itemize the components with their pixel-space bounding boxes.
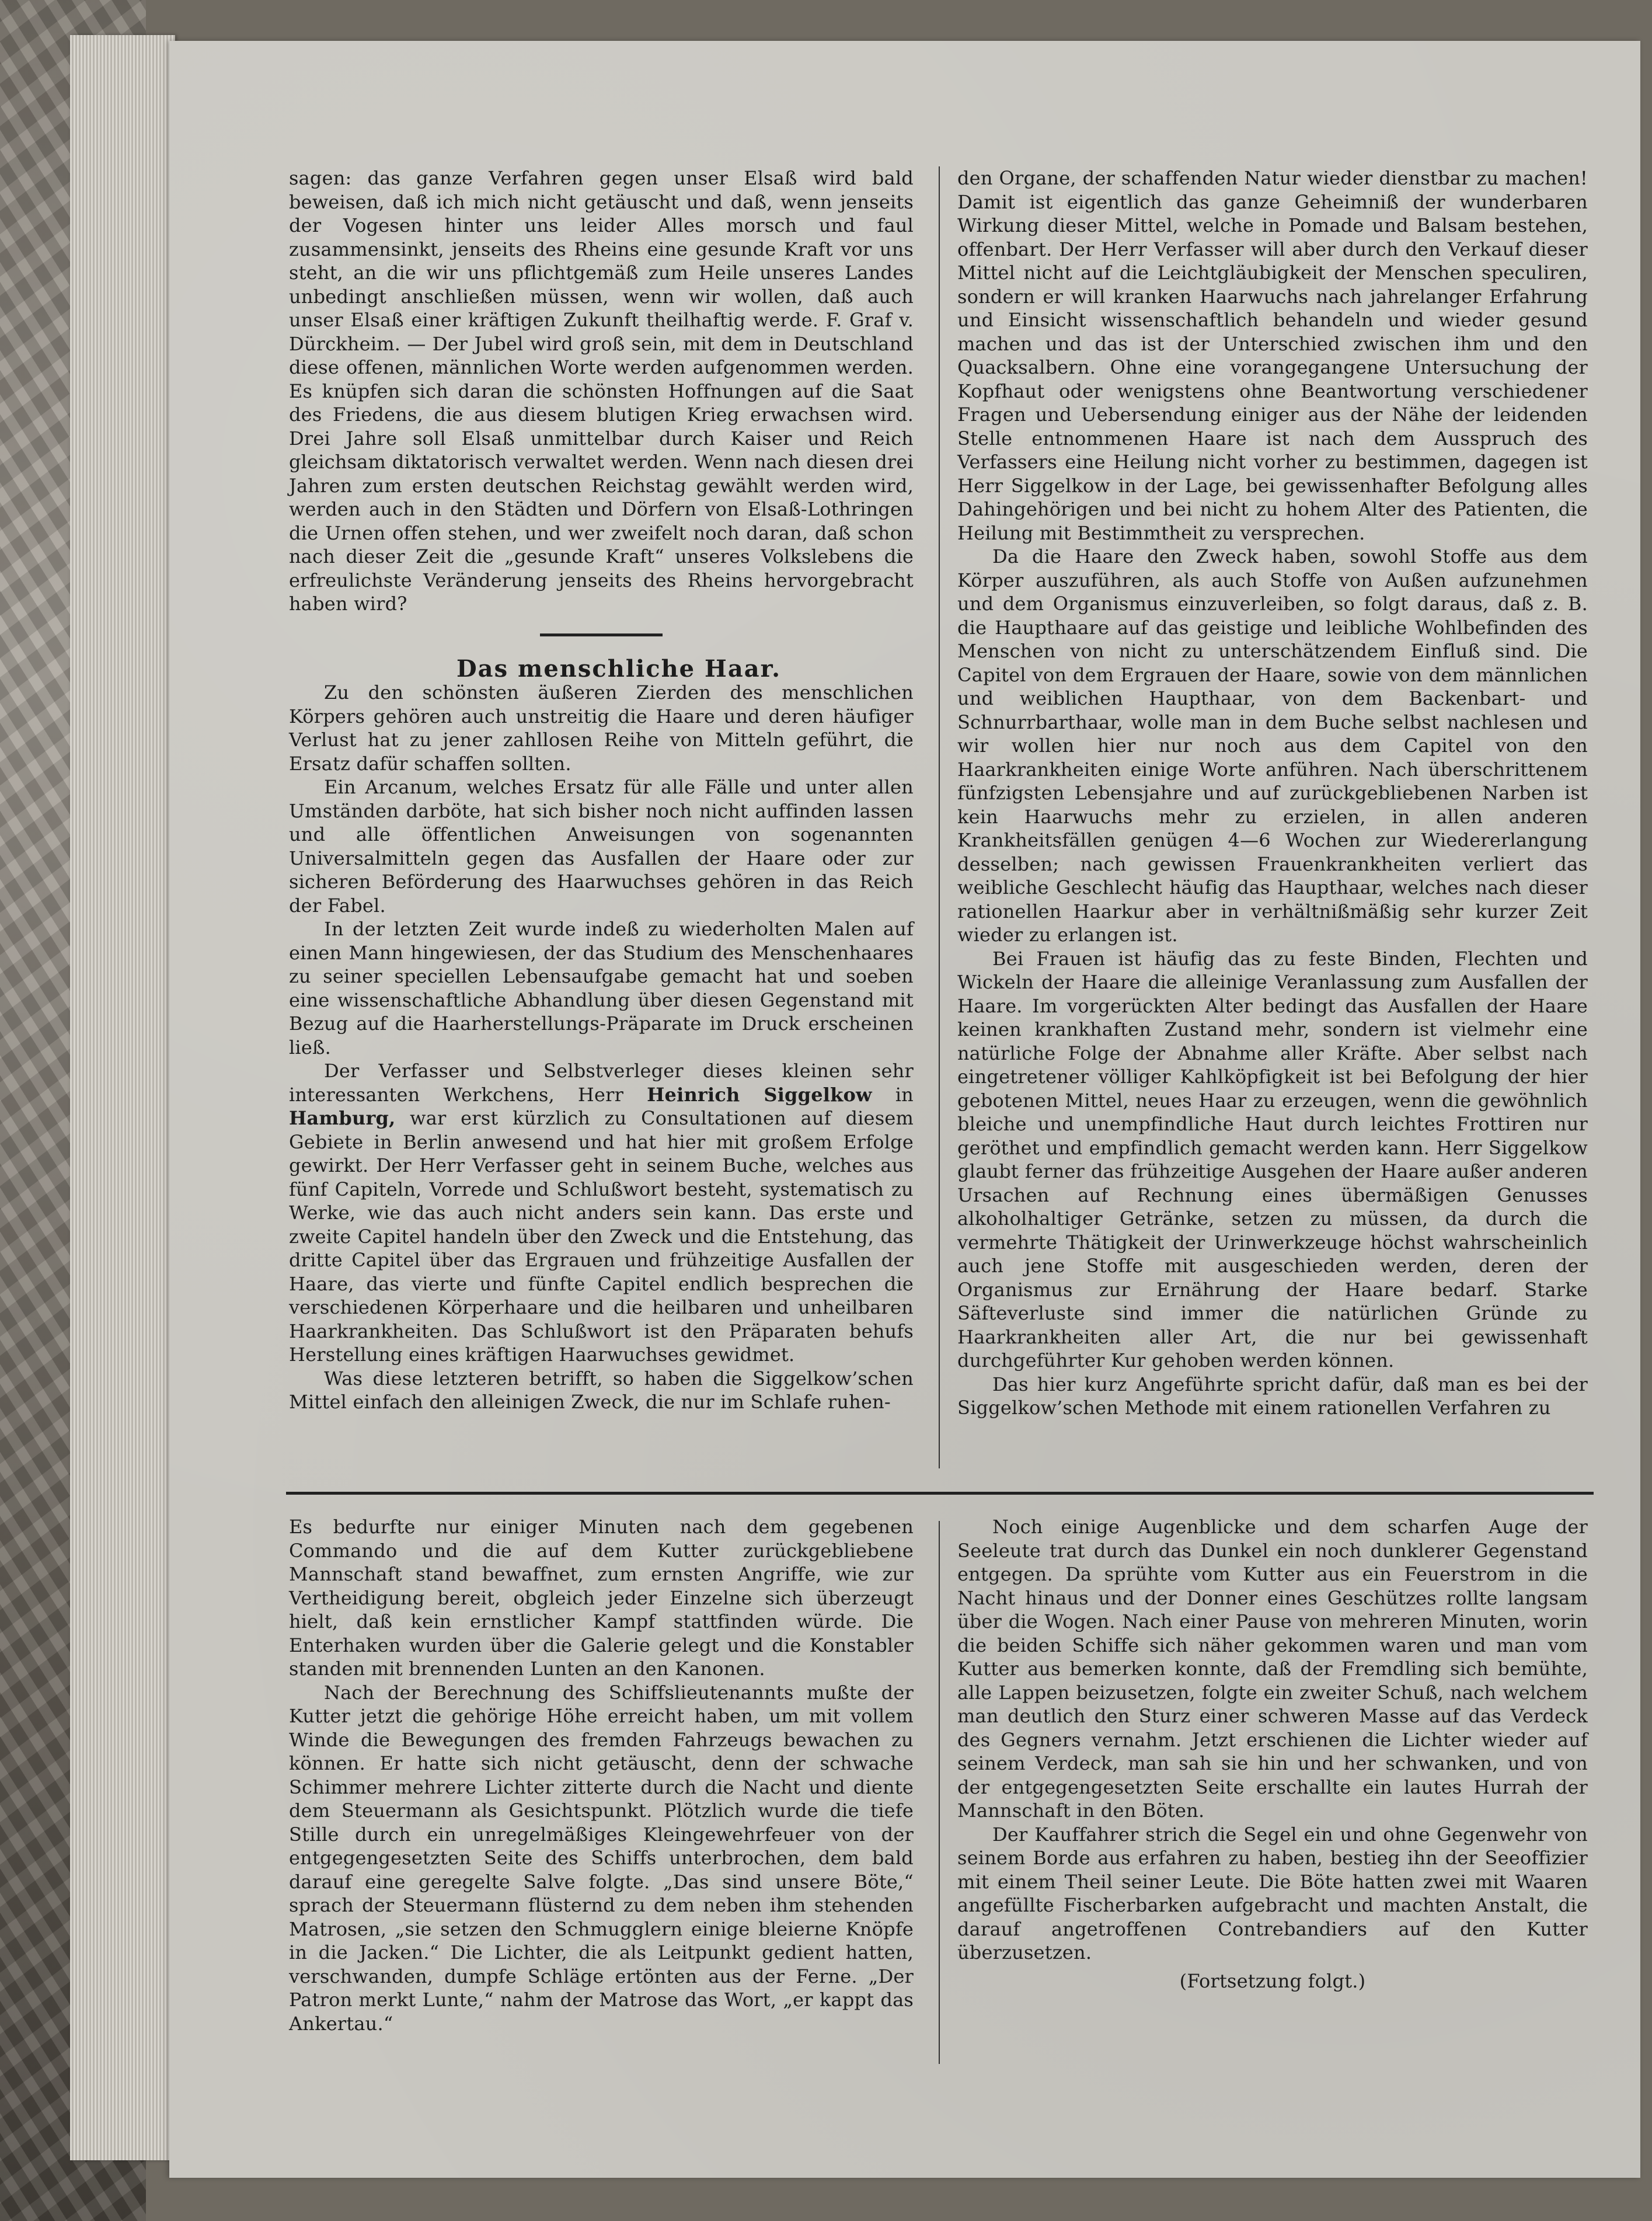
story-paragraph: Es bedurfte nur einiger Minuten nach dem gegebenen Commando und die auf dem Kutter zurückgebliebene Mannschaft stand bewaffnet, zum ernsten Angriffe, wie zur Vertheidigung bereit, obgleich jeder Einzelne sich überzeugt hielt, daß kein ernstlicher Kampf stattfinden würde. Die Enterhaken wurden über die Galerie gelegt und die Konstabler standen mit brennenden Lunten an den Kanonen.	[289, 1516, 914, 1680]
article-paragraph: Ein Arcanum, welches Ersatz für alle Fälle und unter allen Umständen darböte, hat sich bisher noch nicht auffinden lassen und alle öffentlichen Anweisungen von sogenannten Universalmitteln gegen das Ausfallen der Haare oder zur sicheren Beförderung des Haarwuchses gehören in das Reich der Fabel.	[289, 776, 914, 917]
column-bottom-right	[957, 1515, 1588, 2087]
column-rule	[939, 1521, 940, 2064]
column-rule	[939, 166, 940, 1468]
story-paragraph: Nach der Berechnung des Schiffslieutenannts mußte der Kutter jetzt die gehörige Höhe erreicht haben, um mit vollem Winde die Bewegungen des fremden Fahrzeugs bewachen zu können. Er hatte sich nicht getäuscht, denn der schwache Schimmer mehrere Lichter zitterte durch die Nacht und diente dem Steuermann als Gesichtspunkt. Plötzlich wurde die tiefe Stille durch ein unregelmäßiges Kleingewehrfeuer von der entgegengesetzten Seite des Schiffs unterbrochen, dem bald darauf eine geregelte Salve folgte. „Das sind unsere Böte,“ sprach der Steuermann flüsternd zu dem neben ihm stehenden Matrosen, „sie setzen den Schmugglern einige bleierne Knöpfe in die Jacken.“ Die Lichter, die als Leitpunkt gedient hatten, verschwanden, dumpfe Schläge ertönten aus der Ferne. „Der Patron merkt Lunte,“ nahm der Matrose das Wort, „er kappt das Ankertau.“	[289, 1681, 914, 2035]
column-bottom-left	[289, 1515, 914, 2087]
article-paragraph: Zu den schönsten äußeren Zierden des menschlichen Körpers gehören auch unstreitig die Haare und deren häufiger Verlust hat zu jener zahllosen Reihe von Mitteln geführt, die Ersatz dafür schaffen sollten.	[289, 681, 914, 775]
article-paragraph	[289, 1059, 914, 1367]
paragraph-text: Der Verfasser und Selbstverleger dieses kleinen sehr interessanten Werkchens, Herr	[289, 1060, 914, 1106]
newspaper-page	[169, 41, 1640, 2178]
paragraph-text: in	[895, 1083, 914, 1106]
column-top-left	[289, 166, 914, 1503]
article-title: Das menschliche Haar.	[456, 655, 782, 683]
section-divider	[540, 633, 663, 636]
article-paragraph: Da die Haare den Zweck haben, sowohl Stoffe aus dem Körper auszuführen, als auch Stoffe von Außen aufzunehmen und dem Organismus einzuverleiben, so folgt daraus, daß z. B. die Haupthaare auf das geistige und leibliche Wohlbefinden des Menschen von nicht zu unterschätzendem Einfluß sind. Die Capitel von dem Ergrauen der Haare, sowie von dem männlichen und weiblichen Haupthaar, von dem Backenbart- und Schnurrbarthaar, wolle man in dem Buche selbst nachlesen und wir wollen hier nur noch aus dem Capitel von den Haarkrankheiten einige Worte anführen. Nach überschrittenem fünfzigsten Lebensjahre und auf zurückgebliebenen Narben ist kein Haarwuchs mehr zu erzielen, in allen anderen Krankheitsfällen genügen 4—6 Wochen zur Wiedererlangung desselben; nach gewissen Frauenkrankheiten verliert das weibliche Geschlecht häufig das Haupthaar, welches nach dieser rationellen Haarkur aber in verhältnißmäßig sehr kurzer Zeit wieder zu erlangen ist.	[957, 545, 1588, 946]
article-paragraph: Bei Frauen ist häufig das zu feste Binden, Flechten und Wickeln der Haare die alleinige Veranlassung zum Ausfallen der Haare. Im vorgerückten Alter bedingt das Ausfallen der Haare keinen krankhaften Zustand mehr, sondern ist vielmehr eine natürliche Folge der Abnahme aller Kräfte. Aber selbst nach eingetretener völliger Kahlköpfigkeit ist bei Befolgung der hier gebotenen Mittel, neues Haar zu erzeugen, wenn die gewöhnlich bleiche und unempfindliche Haut durch leichtes Frottiren nur geröthet und empfindlich gemacht werden kann. Herr Siggelkow glaubt ferner das frühzeitige Ausgehen der Haare außer anderen Ursachen auf Rechnung eines übermäßigen Genusses alkoholhaltiger Getränke, setzen zu müssen, da durch die vermehrte Thätigkeit der Urinwerkzeuge höchst wahrscheinlich auch jene Stoffe mit ausgeschieden werden, deren der Organismus zur Ernährung der Haare bedarf. Starke Säfteverluste sind immer die natürlichen Gründe zu Haarkrankheiten aller Art, die nur bei gewissenhaft durchgeführter Kur gehoben werden können.	[957, 947, 1588, 1371]
paragraph-text: war erst kürzlich zu Consultationen auf diesem Gebiete in Berlin anwesend und hat hier mit großem Erfolge gewirkt. Der Herr Verfasser geht in seinem Buche, welches aus fünf Capiteln, Vorrede und Schlußwort besteht, systematisch zu Werke, wie das auch nicht anders sein kann. Das erste und zweite Capitel handeln über den Zweck und die Entstehung, das dritte Capitel über das Ergrauen und frühzeitige Ausfallen der Haare, das vierte und fünfte Capitel endlich besprechen die verschiedenen Körperhaare und die heilbaren und unheilbaren Haarkrankheiten. Das Schlußwort ist den Präparaten behufs Herstellung eines kräftigen Haarwuchses gewidmet.	[289, 1107, 914, 1366]
page-stack-edge	[70, 35, 175, 2160]
article-paragraph: In der letzten Zeit wurde indeß zu wiederholten Malen auf einen Mann hingewiesen, der das Studium des Menschenhaares zu seiner speciellen Lebensaufgabe gemacht hat und soeben eine wissenschaftliche Abhandlung über diesen Gegenstand mit Bezug auf die Haarherstellungs-Präparate im Druck erscheinen ließ.	[289, 918, 914, 1059]
article-paragraph: den Organe, der schaffenden Natur wieder dienstbar zu machen! Damit ist eigentlich das ganze Geheimniß der wunderbaren Wirkung dieser Mittel, welche in Pomade und Balsam bestehen, offenbart. Der Herr Verfasser will aber durch den Verkauf dieser Mittel nicht auf die Leichtgläubigkeit der Menschen speculiren, sondern er will kranken Haarwuchs nach jahrelanger Erfahrung und Einsicht wissenschaftlich behandeln und wieder gesund machen und das ist der Unterschied zwischen ihm und den Quacksalbern. Ohne eine vorangegangene Untersuchung der Kopfhaut oder wenigstens ohne Beantwortung verschiedener Fragen und Uebersendung einiger aus der Nähe der leidenden Stelle entnommenen Haare ist nach dem Ausspruch des Verfassers eine Heilung nicht vorher zu bestimmen, dagegen ist Herr Siggelkow in der Lage, bei gewissenhafter Befolgung alles Dahingehörigen und bei nicht zu hohem Alter des Patienten, die Heilung mit Bestimmtheit zu versprechen.	[957, 167, 1588, 544]
continued-note: (Fortsetzung folgt.)	[1179, 1969, 1366, 1992]
article-paragraph: Das hier kurz Angeführte spricht dafür, daß man es bei der Siggelkow’schen Methode mit einem rationellen Verfahren zu	[957, 1373, 1588, 1419]
article-paragraph: Was diese letzteren betrifft, so haben die Siggelkow’schen Mittel einfach den alleinigen Zweck, die nur im Schlafe ruhen-	[289, 1367, 914, 1413]
story-paragraph: Der Kauffahrer strich die Segel ein und ohne Gegenwehr von seinem Borde aus erfahren zu haben, bestieg ihn der Seeoffizier mit einem Theil seiner Leute. Die Böte hatten zwei mit Waaren angefüllte Fischerbarken aufgebracht und machten Anstalt, die darauf angetroffenen Contrebandiers auf den Kutter überzusetzen.	[957, 1823, 1588, 1964]
story-paragraph: Noch einige Augenblicke und dem scharfen Auge der Seeleute trat durch das Dunkel ein noch dunklerer Gegenstand entgegen. Da sprühte vom Kutter aus ein Feuerstrom in die Nacht hinaus und der Donner eines Geschützes rollte langsam über die Wogen. Nach einer Pause von mehreren Minuten, worin die beiden Schiffe sich näher gekommen waren und man vom Kutter aus bemerken konnte, daß der Fremdling sich bemühte, alle Lappen beizusetzen, folgte ein zweiter Schuß, nach welchem man deutlich den Sturz einer schweren Masse auf das Verdeck des Gegners vernahm. Jetzt erschienen die Lichter wieder auf seinem Verdeck, man sah sie hin und her schwanken, und von der entgegengesetzten Seite erschallte ein lautes Hurrah der Mannschaft in den Böten.	[957, 1516, 1588, 1822]
author-name: Heinrich Siggelkow	[647, 1083, 872, 1106]
city-name: Hamburg,	[289, 1107, 396, 1129]
column-top-right	[957, 166, 1588, 1503]
intro-paragraph: sagen: das ganze Verfahren gegen unser Elsaß wird bald beweisen, daß ich mich nicht getäuscht und daß, wenn jenseits der Vogesen hinter uns leider Alles morsch und faul zusammensinkt, jenseits des Rheins eine gesunde Kraft vor uns steht, an die wir uns pflichtgemäß zum Heile unseres Landes unbedingt anschließen müssen, wenn wir wollen, daß auch unser Elsaß einer kräftigen Zukunft theilhaftig werde. F. Graf v. Dürckheim. — Der Jubel wird groß sein, mit dem in Deutschland diese offenen, männlichen Worte werden aufgenommen werden. Es knüpfen sich daran die schönsten Hoffnungen auf die Saat des Friedens, die aus diesem blutigen Krieg erwachsen wird. Drei Jahre soll Elsaß unmittelbar durch Kaiser und Reich gleichsam diktatorisch verwaltet werden. Wenn nach diesen drei Jahren zum ersten deutschen Reichstag gewählt werden wird, werden auch in den Städten und Dörfern von Elsaß-Lothringen die Urnen offen stehen, und wer zweifelt noch daran, daß schon nach dieser Zeit die „gesunde Kraft“ unseres Volkslebens die erfreulichste Veränderung jenseits des Rheins hervorgebracht haben wird?	[289, 167, 914, 615]
feuilleton-divider	[286, 1492, 1594, 1495]
